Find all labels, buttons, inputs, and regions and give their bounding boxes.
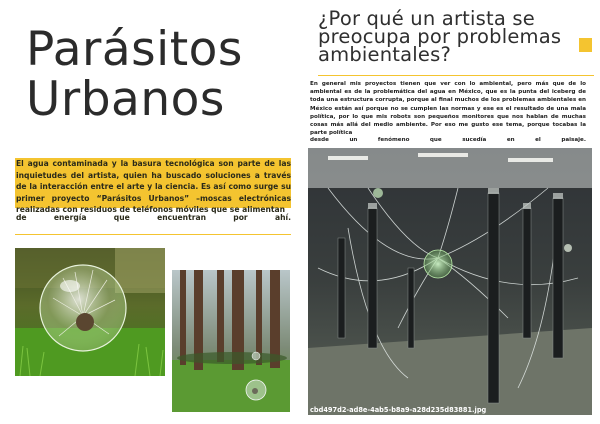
intro-word: energía <box>53 213 87 222</box>
intro-word: encuentran <box>157 213 206 222</box>
divider-right <box>318 75 594 76</box>
body-word: que <box>429 137 442 143</box>
article-title: ¿Por qué un artista se preocupa por problemas ambientales? <box>318 7 562 66</box>
intro-last-line <box>16 213 291 222</box>
body-word: sucedía <box>462 137 487 143</box>
article-body-last-line <box>310 137 586 143</box>
divider-left <box>15 234 291 235</box>
body-word: desde <box>310 137 329 143</box>
photo-sphere-grass <box>15 248 165 376</box>
intro-word: que <box>113 213 130 222</box>
body-word: paisaje. <box>561 137 586 143</box>
body-word: un <box>349 137 358 143</box>
body-word: fenómeno <box>377 137 410 143</box>
article-body: En general mis proyectos tienen que ver con lo ambiental, pero más que de lo ambiental es de la problemática del agua en México, que es la punta del iceberg de toda una estructura corrupta, porque al final muchos de los problemas ambientales en México están así porque no se cumplen las normas y ese es el resultado de una mala política, por lo que mis robots son pequeños monitores que nos hablan de muchas cosas más allá del medio ambiente. Por eso me gusto ese tema, porque tocabas la parte política <box>310 81 586 137</box>
page-tab <box>579 38 592 52</box>
body-word: en <box>506 137 515 143</box>
intro-word: ahí. <box>274 213 291 222</box>
title-line-2: Urbanos <box>26 72 225 127</box>
photo-installation <box>308 148 592 415</box>
body-word: el <box>535 137 541 143</box>
intro-word: por <box>233 213 248 222</box>
intro-word: de <box>16 213 27 222</box>
title-line-1: Parásitos <box>26 22 243 77</box>
photo-park-trees <box>172 270 290 412</box>
image-caption: cbd497d2-ad8e-4ab5-b8a9-a28d235d83881.jpg <box>310 406 487 414</box>
intro-text: El agua contaminada y la basura tecnológica son parte de las inquietudes del artista, quien ha buscado soluciones a través de la interacción entre el arte y la ciencia. Es así como surge su primer proyecto “Parásitos Urbanos” –moscas electrónicas realizadas con residuos de teléfonos móviles que se alimentan <box>16 159 291 214</box>
